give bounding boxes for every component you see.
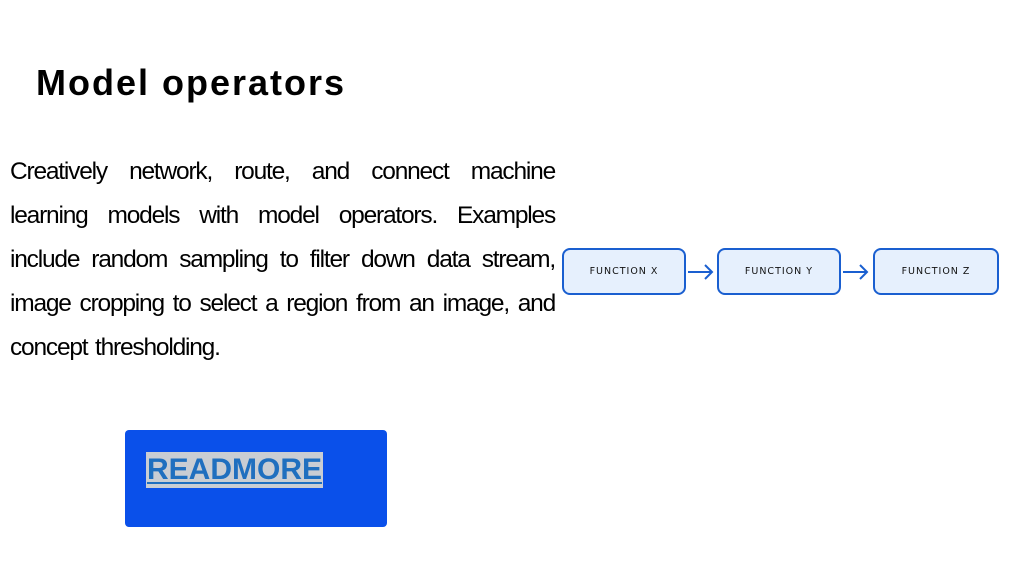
arrow-right-icon bbox=[686, 262, 716, 282]
page-title: Model operators bbox=[36, 62, 347, 103]
readmore-link[interactable]: READMORE bbox=[147, 453, 323, 486]
function-x-node: FUNCTION X bbox=[562, 248, 686, 295]
description-text: Creatively network, route, and connect machine learning models with model operators. Examples include random sampling to filter down data stream, image cropping to select a region from an image, and concept thresholding. bbox=[10, 158, 555, 361]
arrow-right-icon bbox=[841, 262, 871, 282]
function-z-node: FUNCTION Z bbox=[873, 248, 999, 295]
function-y-node: FUNCTION Y bbox=[717, 248, 841, 295]
